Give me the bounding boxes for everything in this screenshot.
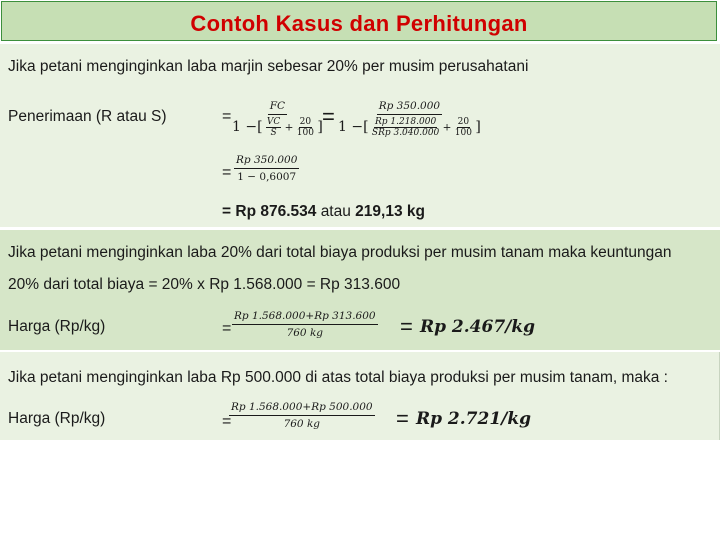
section1-label: Penerimaan (R atau S) — [8, 108, 167, 125]
section3-intro: Jika petani menginginkan laba Rp 500.000 di atas total biaya produksi per musim tanam, maka : — [8, 369, 668, 386]
section1-eq: = — [222, 108, 232, 125]
section-cost-percentage — [0, 230, 720, 350]
section3-label: Harga (Rp/kg) — [8, 410, 106, 427]
formula-fc-denominator: 1 −[ $\frac{VC}{S}$ + $\frac{20}{100}$ ] — [232, 117, 323, 138]
section1-eq3: = — [222, 164, 232, 181]
formula-simplified-numerator: Rp 350.000 — [234, 154, 299, 169]
formula-values-denominator: 1 −[ $\frac{Rp 1.218.000}{\text{SRp 3.040.000}}$ + $\frac{20}{100}$ ] — [338, 117, 481, 138]
twenty-percent-fraction-2: $\frac{20}{100}$ — [454, 117, 472, 138]
section1-eq2: = — [322, 104, 335, 129]
section-fixed-profit — [0, 352, 720, 440]
section2-numerator: Rp 1.568.000+Rp 313.600 — [232, 310, 378, 325]
section3-fraction — [229, 401, 375, 431]
section2-denominator: 760 kg — [286, 327, 324, 339]
section1-intro: Jika petani menginginkan laba marjin sebesar 20% per musim perusahatani — [8, 58, 529, 75]
section2-line2: 20% dari total biaya = 20% x Rp 1.568.000 = Rp 313.600 — [8, 276, 401, 293]
formula-fc-fraction — [232, 100, 323, 138]
section1-result: = Rp 876.534 atau 219,13 kg — [222, 203, 425, 220]
section3-eq2: = — [396, 406, 409, 431]
section2-fraction — [232, 310, 378, 340]
section-margin-profit — [0, 44, 720, 227]
result-kilogram: 219,13 kg — [355, 203, 425, 220]
formula-fc-numerator: FC — [268, 100, 287, 115]
section2-result: Rp 2.467/kg — [420, 317, 536, 337]
section2-eq2: = — [400, 314, 413, 339]
section3-result: Rp 2.721/kg — [416, 409, 532, 429]
vc-s-fraction: $\frac{VC}{S}$ — [266, 117, 281, 138]
formula-values-fraction — [338, 100, 481, 138]
slide-title-bar — [1, 1, 717, 41]
section2-eq: = — [222, 320, 232, 337]
formula-simplified-denominator: 1 − 0,6007 — [237, 171, 297, 183]
section3-numerator: Rp 1.568.000+Rp 500.000 — [229, 401, 375, 416]
slide-title: Contoh Kasus dan Perhitungan — [190, 11, 528, 36]
cost-ratio-fraction: $\frac{Rp 1.218.000}{\text{SRp 3.040.000}}$ — [371, 117, 440, 138]
twenty-percent-fraction: $\frac{20}{100}$ — [296, 117, 314, 138]
section3-denominator: 760 kg — [283, 418, 321, 430]
section2-label: Harga (Rp/kg) — [8, 318, 106, 335]
section3-eq: = — [222, 413, 232, 430]
formula-simplified-fraction — [234, 154, 299, 184]
result-rupiah: Rp 876.534 — [235, 203, 317, 220]
formula-values-numerator: Rp 350.000 — [377, 100, 442, 115]
section2-intro: Jika petani menginginkan laba 20% dari total biaya produksi per musim tanam maka keuntungan — [8, 244, 672, 261]
